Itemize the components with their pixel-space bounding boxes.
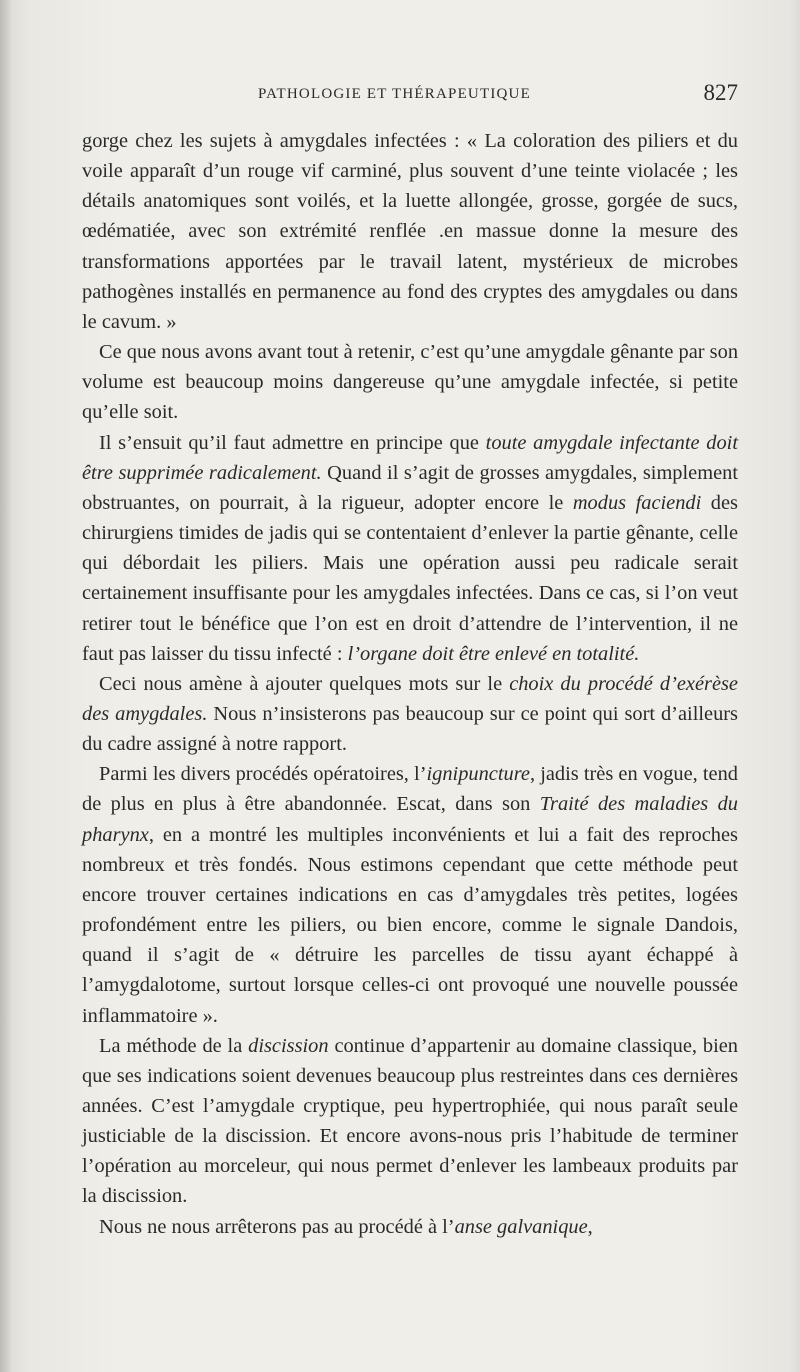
body-text (82, 126, 738, 1242)
paragraph-4 (82, 669, 738, 759)
text-run: , jadis très en vogue, tend de plus en plus à être abandonnée. Escat, dans son (82, 763, 738, 816)
text-run: Parmi les divers procédés opératoires, l’ (99, 763, 427, 786)
italic-run: anse galvanique (454, 1215, 588, 1238)
paragraph-3 (82, 428, 738, 669)
text-run: Ceci nous amène à ajouter quelques mots sur le (99, 672, 510, 695)
paragraph-2 (82, 337, 738, 427)
paragraph-1 (82, 126, 738, 337)
italic-run: toute amygdale infectante doit être supprimée radicalement. (82, 431, 738, 484)
text-run: continue d’appartenir au domaine classique, bien que ses indications soient devenues beaucoup plus restreintes dans ces dernières années. C’est l’amygdale cryptique, peu hypertrophiée, qui nous paraît seule justiciable de la discission. Et encore avons-nous pris l’habitude de terminer l’opération au morceleur, qui nous permet d’enlever les lambeaux produits par la discission. (82, 1034, 738, 1208)
text-run: gorge chez les sujets à amygdales infectées : « La coloration des piliers et du voile apparaît d’un rouge vif carminé, plus souvent d’une teinte violacée ; les détails anatomiques sont voilés, et la luette allongée, grosse, gorgée de sucs, œdématiée, avec son extrémité renflée .en massue donne la mesure des transformations apportées par le travail latent, mystérieux de microbes pathogènes installés en permanence au fond des cryptes des amygdales ou dans le cavum. » (82, 130, 738, 333)
page-gutter-shadow (0, 0, 12, 1372)
italic-run: choix du procédé d’exérèse des amygdales. (82, 672, 738, 725)
italic-run: modus faciendi (572, 491, 702, 514)
text-run: Il s’ensuit qu’il faut admettre en principe que (99, 431, 486, 454)
paragraph-7 (82, 1212, 738, 1242)
running-head-title: PATHOLOGIE ET THÉRAPEUTIQUE (258, 86, 531, 102)
text-run: Ce que nous avons avant tout à retenir, c’est qu’une amygdale gênante par son volume est beaucoup moins dangereuse qu’une amygdale infectée, si petite qu’elle soit. (82, 341, 739, 424)
text-run: Nous ne nous arrêterons pas au procédé à l’ (99, 1215, 455, 1238)
italic-run: l’organe doit être enlevé en totalité. (347, 642, 640, 665)
text-run: Quand il s’agit de grosses amygdales, simplement obstruantes, on pourrait, à la rigueur, adopter encore le (82, 461, 738, 514)
text-run: La méthode de la (99, 1034, 249, 1057)
paragraph-5 (82, 759, 738, 1030)
text-run: , en a montré les multiples inconvénients et lui a fait des reproches nombreux et très fondés. Nous estimons cependant que cette méthode peut encore trouver certaines indications en cas d’amygdales très petites, logées profondément entre les piliers, ou bien encore, comme le signale Dandois, quand il s’agit de « détruire les parcelles de tissu ayant échappé à l’amygdalotome, surtout lorsque celles-ci ont provoqué une nouvelle poussée inflammatoire ». (82, 823, 738, 1027)
text-run: , (587, 1215, 593, 1238)
italic-run: ignipuncture (426, 763, 530, 786)
page-number: 827 (703, 80, 738, 105)
paragraph-6 (82, 1031, 738, 1212)
text-run: des chirurgiens timides de jadis qui se contentaient d’enlever la partie gênante, celle qui débordait les piliers. Mais une opération aussi peu radicale serait certainement insuffisante pour les amygdales infectées. Dans ce cas, si l’on veut retirer tout le bénéfice que l’on est en droit d’attendre de l’intervention, il ne faut pas laisser du tissu infecté : (82, 491, 738, 665)
italic-run: Traité des maladies du pharynx (82, 793, 739, 846)
running-head (82, 80, 738, 110)
text-run: Nous n’insisterons pas beaucoup sur ce point qui sort d’ailleurs du cadre assigné à notre rapport. (82, 702, 738, 756)
italic-run: discission (248, 1034, 329, 1057)
